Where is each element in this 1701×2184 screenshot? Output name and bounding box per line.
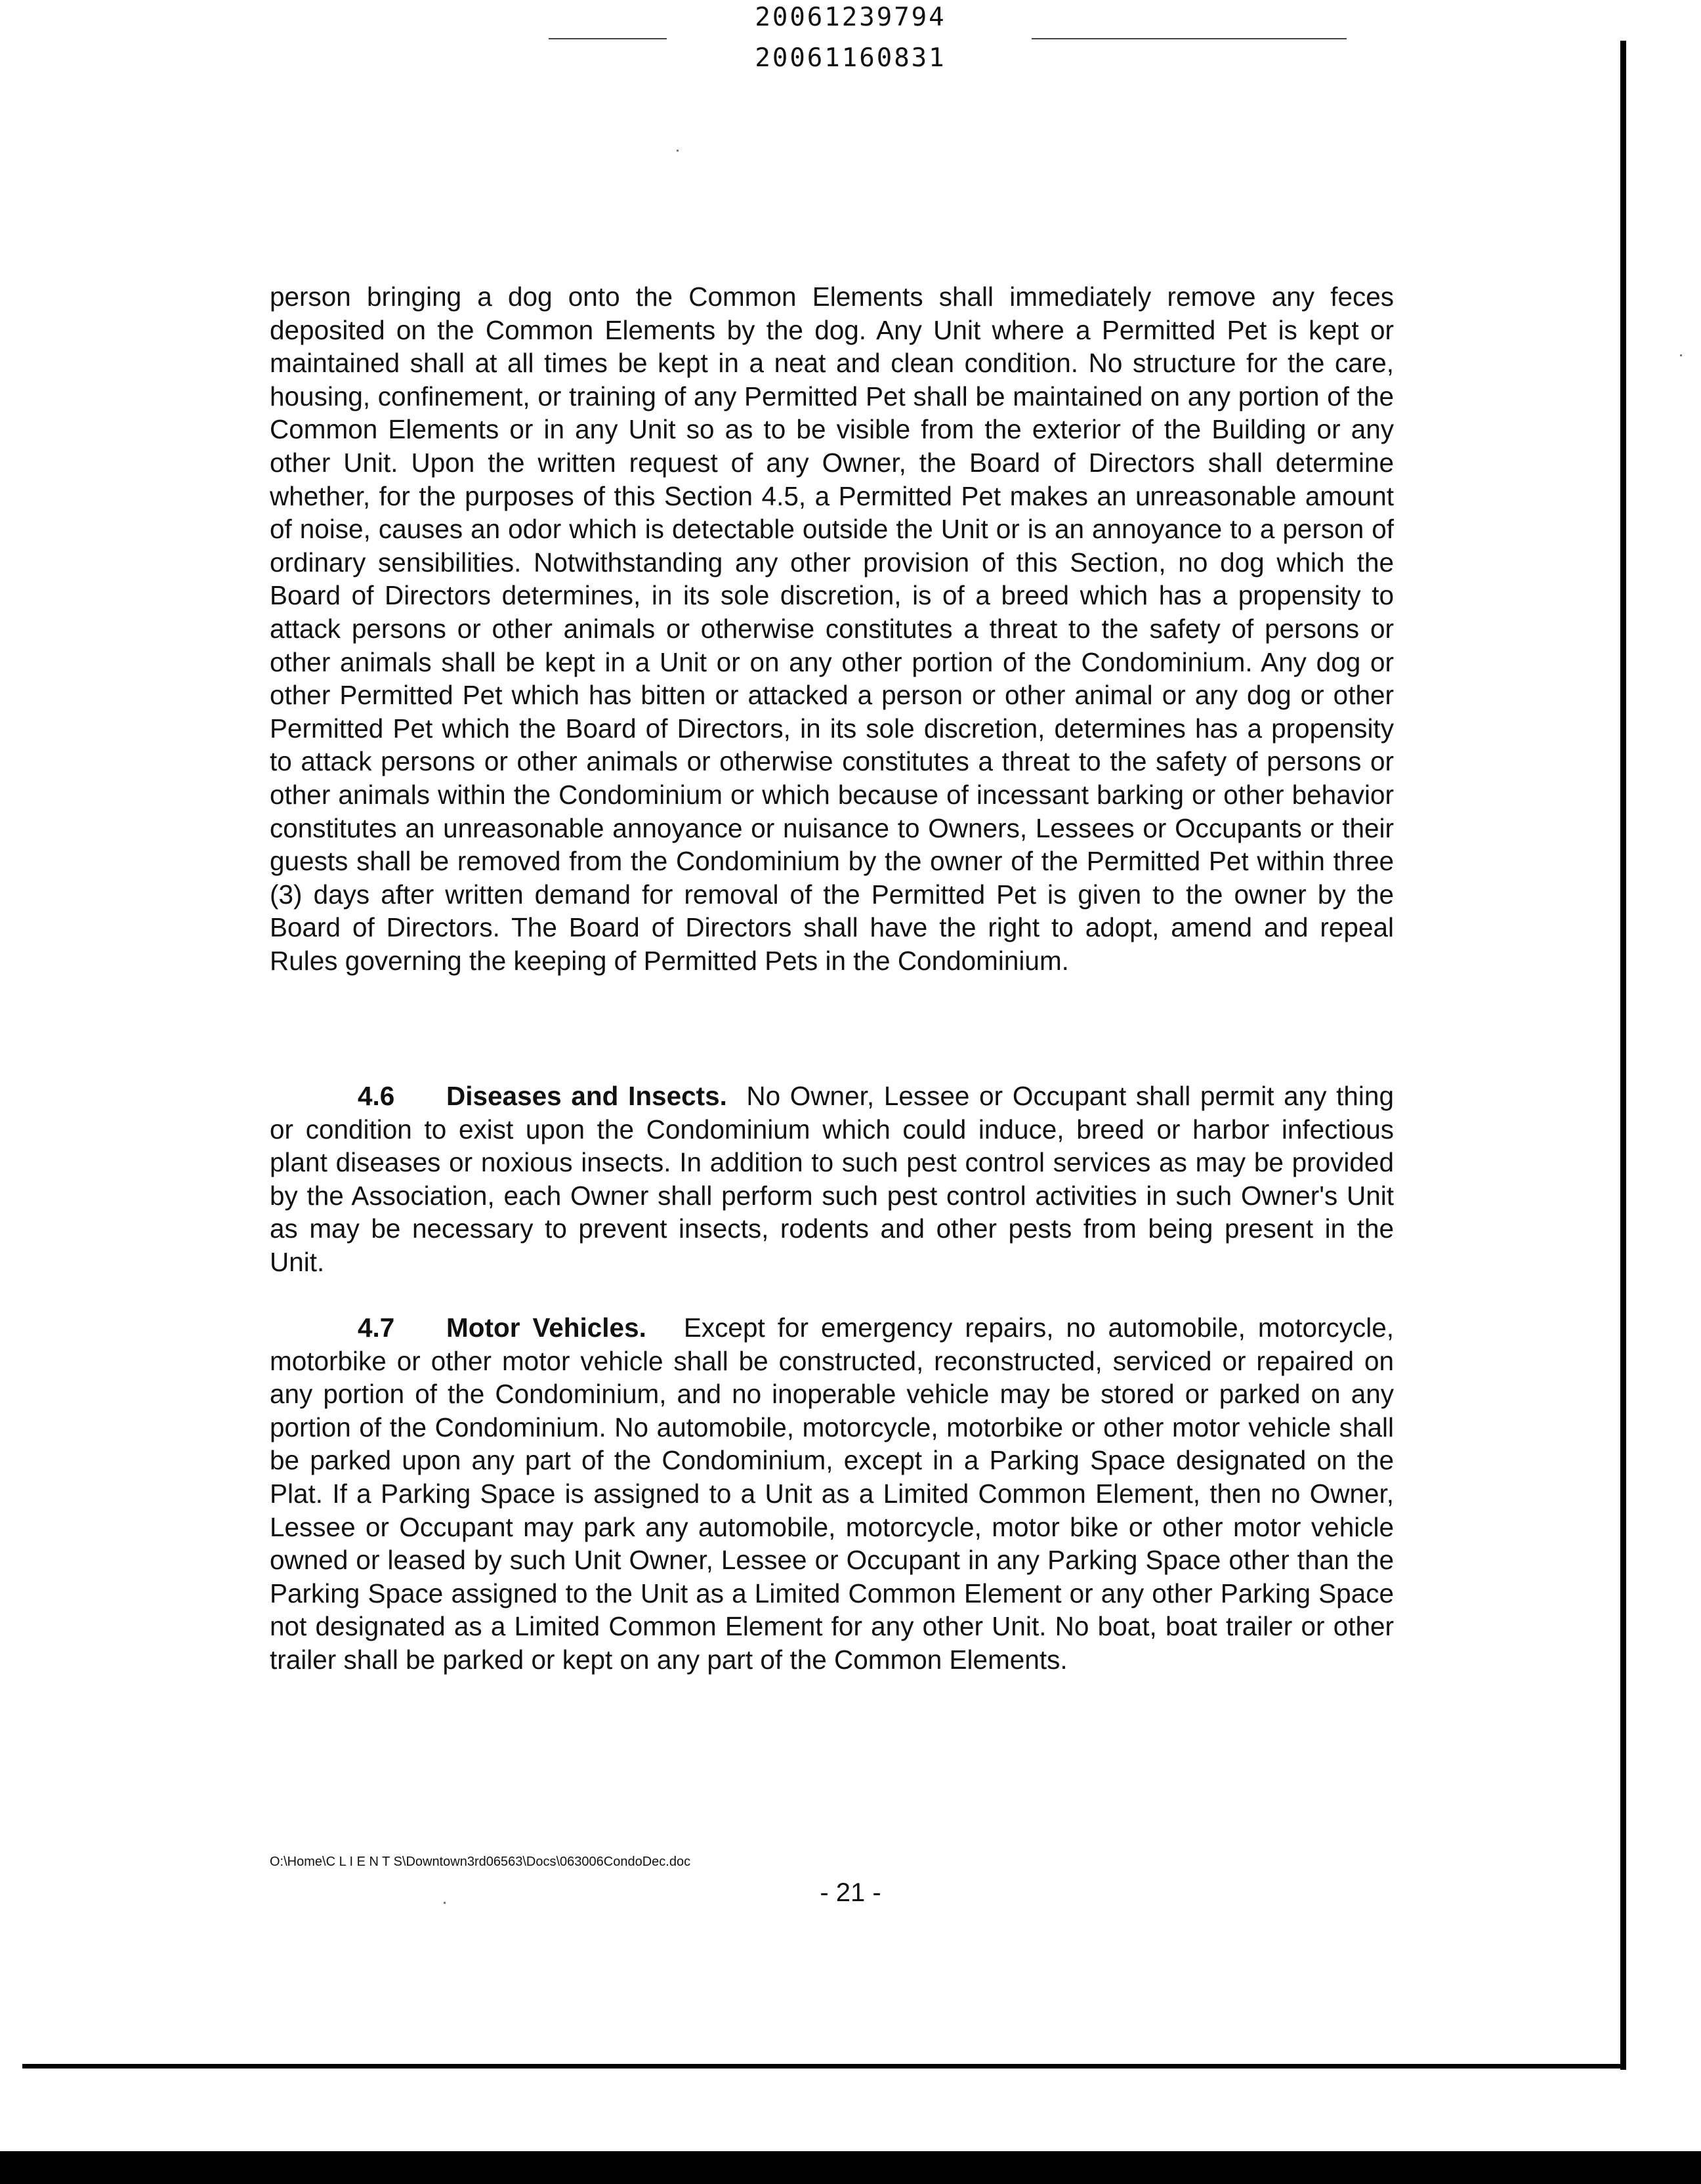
page-number: - 21 -: [820, 1878, 881, 1907]
scan-speck: [677, 150, 679, 152]
scan-speck: [1680, 354, 1682, 356]
scan-edge-right: [1620, 41, 1626, 2070]
header-rule-left: [549, 38, 667, 39]
header-rule-right: [1032, 38, 1347, 39]
section-paragraph-4-6: [270, 1080, 1394, 1279]
section-text: Except for emergency repairs, no automobile, motorcycle, motorbike or other motor vehicle shall be constructed, reconstructed, serviced or repaired on any portion of the Condominium, and no inoperable vehicle may be stored or parked on any portion of the Condominium. No automobile, motorcycle, motorbike or other motor vehicle shall be parked upon any part of the Condominium, except in a Parking Space designated on the Plat. If a Parking Space is assigned to a Unit as a Limited Common Element, then no Owner, Lessee or Occupant may park any automobile, motorcycle, motor bike or other motor vehicle owned or leased by such Unit Owner, Lessee or Occupant in any Parking Space other than the Parking Space assigned to the Unit as a Limited Common Element or any other Parking Space not designated as a Limited Common Element for any other Unit. No boat, boat trailer or other trailer shall be parked or kept on any part of the Common Elements.: [270, 1312, 1394, 1675]
continuation-paragraph: person bringing a dog onto the Common Elements shall immediately remove any feces deposited on the Common Elements by the dog. Any Unit where a Permitted Pet is kept or maintained shall at all times be kept in a neat and clean condition. No structure for the care, housing, confinement, or training of any Permitted Pet shall be maintained on any portion of the Common Elements or in any Unit so as to be visible from the exterior of the Building or any other Unit. Upon the written request of any Owner, the Board of Directors shall determine whether, for the purposes of this Section 4.5, a Permitted Pet makes an unreasonable amount of noise, causes an odor which is detectable outside the Unit or is an annoyance to a person of ordinary sensibilities. Notwithstanding any other provision of this Section, no dog which the Board of Directors determines, in its sole discretion, is of a breed which has a propensity to attack persons or other animals or otherwise constitutes a threat to the safety of persons or other animals shall be kept in a Unit or on any other portion of the Condominium. Any dog or other Permitted Pet which has bitten or attacked a person or other animal or any dog or other Permitted Pet which the Board of Directors, in its sole discretion, determines has a propensity to attack persons or other animals or otherwise constitutes a threat to the safety of persons or other animals within the Condominium or which because of incessant barking or other behavior constitutes an unreasonable annoyance or nuisance to Owners, Lessees or Occupants or their guests shall be removed from the Condominium by the owner of the Permitted Pet within three (3) days after written demand for removal of the Permitted Pet is given to the owner by the Board of Directors. The Board of Directors shall have the right to adopt, amend and repeal Rules governing the keeping of Permitted Pets in the Condominium.: [270, 282, 1394, 976]
section-text: No Owner, Lessee or Occupant shall permit any thing or condition to exist upon the Condominium which could induce, breed or harbor infectious plant diseases or noxious insects. In addition to such pest control services as may be provided by the Association, each Owner shall perform such pest control activities in such Owner's Unit as may be necessary to prevent insects, rodents and other pests from being present in the Unit.: [270, 1081, 1394, 1277]
scan-edge-bottom: [22, 2064, 1626, 2068]
recording-number-secondary: 20061160831: [755, 43, 946, 73]
footer-file-path: O:\Home\C L I E N T S\Downtown3rd06563\Docs\063006CondoDec.doc: [270, 1855, 691, 1869]
section-title: Motor Vehicles.: [446, 1312, 646, 1343]
section-number: 4.6: [358, 1081, 395, 1111]
recording-number-primary: 20061239794: [755, 3, 946, 32]
section-number: 4.7: [358, 1312, 395, 1343]
section-paragraph-4-7: [270, 1311, 1394, 1677]
section-title: Diseases and Insects.: [446, 1081, 727, 1111]
